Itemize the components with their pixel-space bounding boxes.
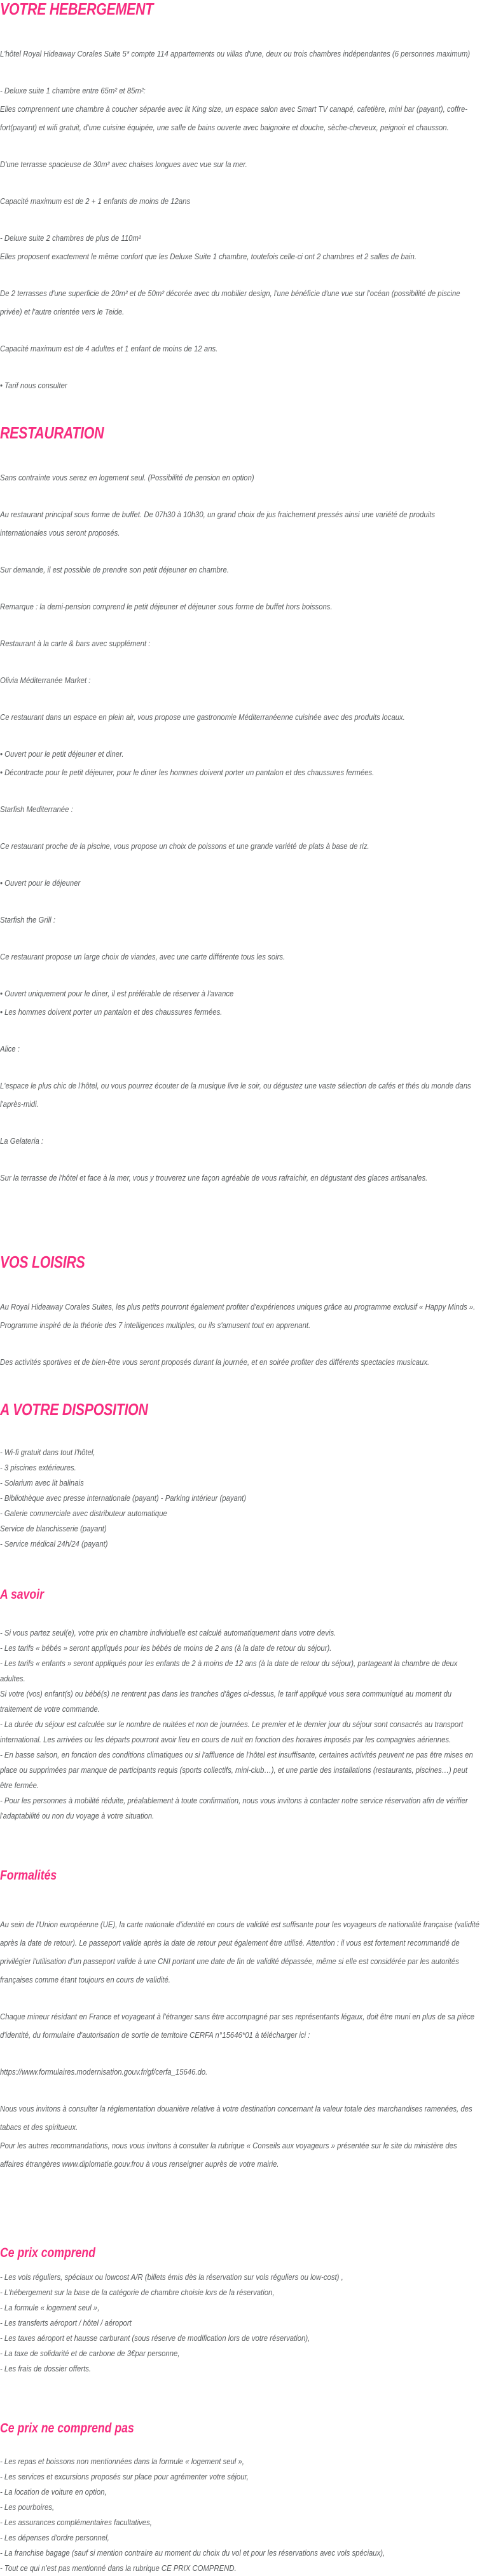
list-item: - Les services et excursions proposés sur place pour agrémenter votre séjour,: [0, 2472, 249, 2482]
list-item: - Les assurances complémentaires facultatives,: [0, 2518, 152, 2528]
list-item: - Galerie commerciale avec distributeur automatique: [0, 1508, 167, 1518]
list-item: - Les vols réguliers, spéciaux ou lowcost A/R (billets émis dès la réservation sur vols réguliers ou low-cost) ,: [0, 2272, 343, 2282]
bullet-item: • Ouvert uniquement pour le diner, il est préférable de réserver à l'avance: [0, 988, 234, 998]
paragraph: Ce restaurant proche de la piscine, vous propose un choix de poissons et une grande variété de plats à base de riz.: [0, 841, 369, 851]
paragraph: Au restaurant principal sous forme de buffet. De 07h30 à 10h30, un grand choix de jus fraichement pressés ainsi une variété de produits internationales vous seront proposés.: [0, 509, 436, 538]
list-item: - Les repas et boissons non mentionnées dans la formule « logement seul »,: [0, 2457, 244, 2467]
bullet-item: • Décontracte pour le petit déjeuner, pour le diner les hommes doivent porter un pantalon et des chaussures fermées.: [0, 767, 375, 777]
section-heading-loisirs: VOS LOISIRS: [0, 1252, 85, 1271]
list-item: - En basse saison, en fonction des conditions climatiques ou si l'affluence de l'hôtel est insuffisante, certaines activités peuvent ne pas être mises en place ou supprimées par manque de participants requis (sports collectifs, mini-club…), et une partie des installations (restaurants, piscines…) peut être fermée.: [0, 1749, 473, 1790]
bullet-item: • Ouvert pour le déjeuner: [0, 878, 81, 888]
restaurant-name: Starfish the Grill :: [0, 914, 55, 925]
restaurant-name: Olivia Méditerranée Market :: [0, 675, 91, 685]
paragraph: Au sein de l'Union européenne (UE), la carte nationale d'identité en cours de validité est suffisante pour les voyageurs de nationalité française (validité après la date de retour). Le passeport valide après la date de retour peut également être utilisé. Attention : il vous est fortement recommandé de privilégier l'utilisation d'un passeport valide à une CNI portant une date de fin de validité dépassée, même si elle est considérée par les autorités françaises comme étant toujours en cours de validité.: [0, 1919, 479, 1984]
paragraph: Elles proposent exactement le même confort que les Deluxe Suite 1 chambre, toutefois celle-ci ont 2 chambres et 2 salles de bain.: [0, 251, 417, 261]
list-item: - La durée du séjour est calculée sur le nombre de nuitées et non de journées. Le premier et le dernier jour du séjour sont consacrés au transport international. Les arrivées ou les départs pourront avoir lieu en cours de nuit en fonction des horaires imposés par les compagnies aériennes.: [0, 1719, 464, 1744]
paragraph: Ce restaurant dans un espace en plein air, vous propose une gastronomie Méditerranéenne cuisinée avec des produits locaux.: [0, 712, 405, 722]
list-item: - Solarium avec lit balinais: [0, 1477, 84, 1488]
list-item: - Les frais de dossier offerts.: [0, 2363, 92, 2373]
list-item: - Wi-fi gratuit dans tout l'hôtel,: [0, 1447, 95, 1457]
paragraph: Sans contrainte vous serez en logement seul. (Possibilité de pension en option): [0, 472, 254, 482]
paragraph: Des activités sportives et de bien-être vous seront proposés durant la journée, et en soirée profiter des différents spectacles musicaux.: [0, 1357, 430, 1367]
subsection-heading-prix-ne-comprend-pas: Ce prix ne comprend pas: [0, 2420, 134, 2436]
list-item: - 3 piscines extérieures.: [0, 1462, 76, 1472]
restaurant-name: Starfish Mediterranée :: [0, 804, 73, 814]
list-item: - Les transferts aéroport / hôtel / aéroport: [0, 2317, 132, 2328]
cerfa-form-url[interactable]: https://www.formulaires.modernisation.gouv.fr/gf/cerfa_15646.do.: [0, 2066, 208, 2077]
list-item: - La formule « logement seul »,: [0, 2302, 100, 2312]
section-heading-disposition: A VOTRE DISPOSITION: [0, 1399, 148, 1419]
paragraph: De 2 terrasses d'une superficie de 20m² et de 50m² décorée avec du mobilier design, l'une bénéficie d'une vue sur l'océan (possibilité de piscine privée) et l'autre orientée vers le Teide.: [0, 288, 460, 316]
paragraph: Elles comprennent une chambre à coucher séparée avec lit King size, un espace salon avec Smart TV canapé, cafetière, mini bar (payant), coffre-fort(payant) et wifi gratuit, d'une cuisine équipée, une salle de bains ouverte avec baignoire et douche, sèche-cheveux, peignoir et chausson.: [0, 104, 468, 132]
list-item: - La location de voiture en option,: [0, 2487, 107, 2497]
paragraph: Sur demande, il est possible de prendre son petit déjeuner en chambre.: [0, 564, 229, 574]
list-item: - Les pourboires,: [0, 2502, 55, 2512]
restaurant-name: La Gelateria :: [0, 1135, 44, 1146]
subsection-heading-formalites: Formalités: [0, 1868, 57, 1883]
section-heading-restauration: RESTAURATION: [0, 423, 104, 442]
list-item: - Les taxes aéroport et hausse carburant (sous réserve de modification lors de votre réservation),: [0, 2333, 310, 2343]
bullet-item: • Ouvert pour le petit déjeuner et diner.: [0, 749, 124, 759]
paragraph: L'espace le plus chic de l'hôtel, ou vous pourrez écouter de la musique live le soir, ou dégustez une vaste sélection de cafés et thés du monde dans l'après-midi.: [0, 1080, 471, 1109]
subsection-heading-prix-comprend: Ce prix comprend: [0, 2245, 95, 2260]
list-item: - Les dépenses d'ordre personnel,: [0, 2533, 109, 2543]
subsection-heading-a-savoir: A savoir: [0, 1587, 44, 1602]
paragraph: Ce restaurant propose un large choix de viandes, avec une carte différente tous les soirs.: [0, 951, 286, 961]
paragraph: Chaque mineur résidant en France et voyageant à l'étranger sans être accompagné par ses représentants légaux, doit être muni en plus de sa pièce d'identité, du formulaire d'autorisation de sortie de territoire CERFA n°15646*01 à télécharger ici :: [0, 2011, 475, 2040]
section-heading-hebergement: VOTRE HEBERGEMENT: [0, 0, 154, 18]
list-item: - Si vous partez seul(e), votre prix en chambre individuelle est calculé automatiquement dans votre devis.: [0, 1627, 336, 1637]
list-item: - Les tarifs « enfants » seront appliqués pour les enfants de 2 à moins de 12 ans (à la date de retour du séjour), partageant la chambre de deux adultes.: [0, 1658, 458, 1683]
paragraph: Capacité maximum est de 2 + 1 enfants de moins de 12ans: [0, 196, 191, 206]
list-item: - La franchise bagage (sauf si mention contraire au moment du choix du vol et pour les réservations avec vols spéciaux),: [0, 2548, 385, 2558]
paragraph: L'hôtel Royal Hideaway Corales Suite 5* compte 114 appartements ou villas d'une, deux ou trois chambres indépendantes (6 personnes maximum): [0, 48, 471, 58]
list-item: - Tout ce qui n'est pas mentionné dans la rubrique CE PRIX COMPREND.: [0, 2563, 237, 2573]
paragraph: Capacité maximum est de 4 adultes et 1 enfant de moins de 12 ans.: [0, 343, 218, 353]
list-item: - Bibliothèque avec presse internationale (payant) - Parking intérieur (payant): [0, 1493, 247, 1503]
paragraph: - Deluxe suite 2 chambres de plus de 110m²: [0, 233, 141, 243]
paragraph: - Deluxe suite 1 chambre entre 65m² et 85m²:: [0, 85, 146, 95]
list-item: Service de blanchisserie (payant): [0, 1523, 107, 1533]
list-item: - Les tarifs « bébés » seront appliqués pour les bébés de moins de 2 ans (à la date de retour du séjour).: [0, 1643, 332, 1653]
list-item: - La taxe de solidarité et de carbone de 3€par personne,: [0, 2348, 180, 2358]
paragraph: Au Royal Hideaway Corales Suites, les plus petits pourront également profiter d'expériences uniques grâce au programme exclusif « Happy Minds ». Programme inspiré de la théorie des 7 intelligences multiples, ou ils s'amusent tout en apprenant.: [0, 1301, 476, 1330]
bullet-item: • Tarif nous consulter: [0, 380, 67, 390]
list-item: - L'hébergement sur la base de la catégorie de chambre choisie lors de la réservation,: [0, 2287, 275, 2297]
paragraph: Restaurant à la carte & bars avec supplément :: [0, 638, 151, 648]
paragraph: Remarque : la demi-pension comprend le petit déjeuner et déjeuner sous forme de buffet hors boissons.: [0, 601, 333, 611]
list-item: Si votre (vos) enfant(s) ou bébé(s) ne rentrent pas dans les tranches d'âges ci-dessus, le tarif appliqué vous sera communiqué au moment du traitement de votre commande.: [0, 1688, 452, 1714]
list-item: - Pour les personnes à mobilité réduite, préalablement à toute confirmation, nous vous invitons à contacter notre service réservation afin de vérifier l'adaptabilité ou non du voyage à votre situation.: [0, 1795, 468, 1820]
paragraph: Nous vous invitons à consulter la réglementation douanière relative à votre destination concernant la valeur totale des marchandises ramenées, des tabacs et des spiritueux.: [0, 2103, 472, 2132]
paragraph: Pour les autres recommandations, nous vous invitons à consulter la rubrique « Conseils aux voyageurs » présentée sur le site du ministère des affaires étrangères www.diplomatie.gouv.frou à vous renseigner auprès de votre mairie.: [0, 2140, 457, 2169]
paragraph: Sur la terrasse de l'hôtel et face à la mer, vous y trouverez une façon agréable de vous rafraichir, en dégustant des glaces artisanales.: [0, 1172, 428, 1183]
list-item: - Service médical 24h/24 (payant): [0, 1538, 108, 1549]
restaurant-name: Alice :: [0, 1043, 20, 1054]
bullet-item: • Les hommes doivent porter un pantalon et des chaussures fermées.: [0, 1007, 223, 1017]
paragraph: D'une terrasse spacieuse de 30m² avec chaises longues avec vue sur la mer.: [0, 159, 247, 169]
